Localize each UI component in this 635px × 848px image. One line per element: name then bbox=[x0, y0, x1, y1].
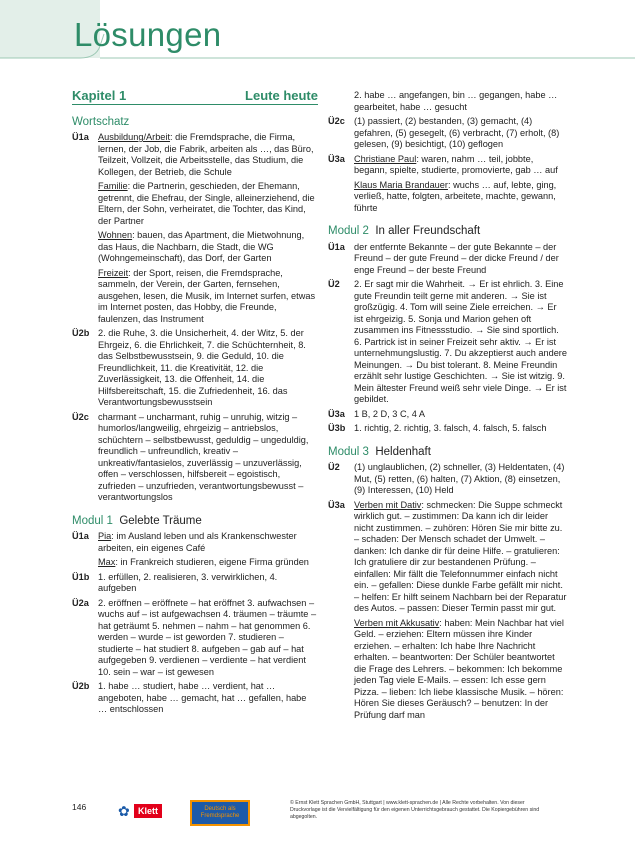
exercise-number: Ü1a bbox=[72, 132, 89, 142]
exercise-row bbox=[328, 462, 568, 497]
exercise-text: : waren, nahm … teil, jobbte, begann, spielte, studierte, promovierte, gab … auf bbox=[354, 153, 558, 175]
chapter-bar bbox=[72, 90, 318, 105]
modul-title: In aller Freundschaft bbox=[375, 225, 481, 237]
page-title: Lösungen bbox=[74, 16, 222, 53]
exercise-row bbox=[72, 531, 318, 554]
exercise-number: Ü2c bbox=[328, 116, 345, 126]
modul-number: Modul 3 bbox=[328, 445, 369, 458]
exercise-text: 1 B, 2 D, 3 C, 4 A bbox=[354, 408, 425, 419]
exercise-text: : in Frankreich studieren, eigene Firma gründen bbox=[115, 557, 309, 567]
exercise-text: 1. habe … studiert, habe … verdient, hat … angeboten, habe … gemacht, hat … gefallen, habe … entschlossen bbox=[98, 681, 307, 714]
exercise-text: : die Partnerin, geschieden, der Ehemann, getrennt, die Ehefrau, der Single, alleinerziehend, die Eltern, der Sohn, verheiratet, die Tochter, das Kind, der Partner bbox=[98, 181, 315, 226]
exercise-row bbox=[328, 409, 568, 421]
category-label: Verben mit Akkusativ bbox=[354, 617, 440, 628]
exercise-text: : wuchs … auf, lebte, ging, verließ, hatte, folgten, arbeitete, machte, gewann, führte bbox=[354, 179, 557, 213]
person-label: Pia bbox=[98, 531, 112, 541]
exercise-continuation bbox=[98, 557, 318, 569]
klett-mark-icon: ✿ bbox=[118, 803, 130, 819]
modul-title: Gelebte Träume bbox=[119, 514, 202, 527]
exercise-text: 1. erfüllen, 2. realisieren, 3. verwirklichen, 4. aufgeben bbox=[98, 571, 278, 593]
modul-number: Modul 2 bbox=[328, 225, 369, 237]
exercise-number: Ü2a bbox=[72, 597, 89, 608]
modul-heading bbox=[328, 226, 568, 238]
exercise-row bbox=[328, 500, 568, 615]
exercise-continuation bbox=[98, 268, 318, 326]
exercise-number: Ü1a bbox=[328, 241, 345, 252]
exercise-text: 2. die Ruhe, 3. die Unsicherheit, 4. der Witz, 5. der Ehrgeiz, 6. die Ehrlichkeit, 7. die Schüchternheit, 8. das Selbstbewusstsein, 9. die Geduld, 10. die Freundlichkeit, 11. die Kreativität, 12. die Zuverlässigkeit, 13. die Offenheit, 14. die Hilfsbereitschaft, 15. die Zufriedenheit, 16. das Verantwortungsbewusstsein bbox=[98, 328, 306, 407]
left-column bbox=[72, 90, 318, 719]
right-column bbox=[328, 90, 568, 724]
exercise-text: (1) passiert, (2) bestanden, (3) gemacht, (4) gefahren, (5) gesegelt, (6) verbracht, (7) erholt, (8) gelesen, (9) besichtigt, (10) geflogen bbox=[354, 116, 560, 149]
exercise-number: Ü3a bbox=[328, 499, 345, 510]
category-label: Verben mit Dativ bbox=[354, 499, 422, 510]
exercise-text: : schmecken: Die Suppe schmeckt wirklich gut. – zustimmen: Da kann ich dir leider nicht zustimmen. – zuhören: Hören Sie mir bitte zu. – schaden: Der Mensch schadet der Umwelt. – danken: Ich danke dir für deine Hilfe. – gratulieren: Ich gratuliere dir zur bestandenen Prüfung. – einfallen: Mir fällt die Telefonnummer einfach nicht ein. – gefallen: Diese dunkle Farbe gefällt mir nicht. – helfen: Er hilft seinem Nachbarn bei der Reparatur des Autos. – passen: Dieser Termin passt mir gut. bbox=[354, 499, 567, 613]
exercise-row bbox=[72, 598, 318, 679]
exercise-number: Ü2c bbox=[72, 411, 89, 422]
exercise-continuation: 2. habe … angefangen, bin … gegangen, habe … gearbeitet, habe … gesucht bbox=[354, 90, 558, 112]
legal-notice: © Ernst Klett Sprachen GmbH, Stuttgart | www.klett-sprachen.de | Alle Rechte vorbehalten. Von dieser Druckvorlage ist die Vervielfältigung für den eigenen Unterrichtsgebrauch gestattet. Die Kopiergebühren sind abgegolten. bbox=[290, 800, 540, 821]
klett-logo bbox=[118, 804, 162, 818]
exercise-continuation bbox=[98, 230, 318, 265]
exercise-row bbox=[328, 116, 568, 151]
exercise-number: Ü3b bbox=[328, 423, 346, 433]
exercise-number: Ü1a bbox=[72, 531, 89, 541]
exercise-text: 2. eröffnen – eröffnete – hat eröffnet 3. aufwachsen – wuchs auf – ist aufgewachsen 4. träumen – träumte – hat geträumt 5. nehmen – nahm – hat genommen 6. werden – wurde – ist geworden 7. studieren – studierte – hat studiert 8. aufgeben – gab auf – hat aufgegeben 9. verdienen – verdiente – hat verdient 10. sein – war – ist gewesen bbox=[98, 597, 317, 677]
exercise-number: Ü1b bbox=[72, 571, 90, 582]
exercise-row bbox=[72, 412, 318, 504]
exercise-continuation bbox=[354, 618, 568, 722]
exercise-text: der entfernte Bekannte – der gute Bekannte – der Freund – der gute Freund – der dicke Freund / der enge Freund – der beste Freund bbox=[354, 241, 559, 275]
chapter-title: Leute heute bbox=[245, 88, 318, 103]
modul-number: Modul 1 bbox=[72, 514, 113, 527]
category-label: Familie bbox=[98, 181, 128, 191]
header-band bbox=[0, 0, 635, 62]
exercise-number: Ü2b bbox=[72, 681, 90, 691]
category-label: Freizeit bbox=[98, 267, 129, 278]
exercise-text: : die Fremdsprache, die Firma, lernen, der Job, die Fabrik, arbeiten als …, das Büro, Teilzeit, Vollzeit, die Arbeitsstelle, das Studium, die Kollegen, der Betrieb, die Schule bbox=[98, 132, 314, 177]
exercise-text: (1) unglaublichen, (2) schneller, (3) Heldentaten, (4) Mut, (5) retten, (6) halten, (7) Aktion, (8) einsetzen, (9) Interessen, (10) Held bbox=[354, 462, 565, 495]
category-label: Ausbildung/Arbeit bbox=[98, 132, 171, 142]
exercise-row bbox=[328, 423, 568, 435]
klett-wordmark: Klett bbox=[134, 804, 162, 818]
page-number: 146 bbox=[72, 802, 87, 812]
exercise-text: : bauen, das Apartment, die Mietwohnung, das Haus, die Nachbarn, die Stadt, die WG (Wohngemeinschaft), das Dorf, der Garten bbox=[98, 230, 305, 263]
exercise-row bbox=[328, 154, 568, 177]
exercise-number: Ü2 bbox=[328, 279, 340, 289]
exercise-text: charmant – uncharmant, ruhig – unruhig, witzig – humorlos/langweilig, ehrgeizig – antriebslos, schüchtern – selbstbewusst, geduldig – ungeduldig, freundlich – unfreundlich, kreativ – unkreativ/fantasielos, zuverlässig – unzuverlässig, offen – verschlossen, hilfsbereit – egoistisch, zufrieden – unzufrieden, verantwortungsbewusst – verantwortungslos bbox=[98, 411, 309, 502]
wortschatz-heading: Wortschatz bbox=[72, 115, 130, 128]
exercise-text: 1. richtig, 2. richtig, 3. falsch, 4. falsch, 5. falsch bbox=[354, 423, 547, 433]
exercise-continuation bbox=[354, 180, 568, 215]
exercise-row bbox=[328, 242, 568, 277]
exercise-text: : haben: Mein Nachbar hat viel Geld. – erziehen: Eltern müssen ihre Kinder erziehen. – erhalten: Ich habe Ihre Nachricht erhalten. – beantworten: Der Schüler beantwortet die Frage des Lehrers. – bekommen: Ich bekomme jeden Tag viele E-Mails. – essen: Ich esse gern Pizza. – lieben: Ich liebe klassische Musik. – hören: Hören Sie dieses Geräusch? – benutzen: In der Prüfung darf man bbox=[354, 617, 564, 720]
daf-logo bbox=[190, 800, 250, 826]
exercise-number: Ü2 bbox=[328, 462, 340, 472]
person-label: Christiane Paul bbox=[354, 153, 417, 164]
exercise-number: Ü3a bbox=[328, 408, 345, 419]
exercise-text: : der Sport, reisen, die Fremdsprache, sammeln, der Verein, der Garten, fernsehen, ausgehen, lesen, die Musik, im Internet surfen, etwas im Internet posten, das Hobby, die Freunde, faulenzen, das Instrument bbox=[98, 267, 316, 324]
exercise-number: Ü2b bbox=[72, 328, 90, 338]
modul-heading bbox=[328, 447, 568, 459]
exercise-row bbox=[72, 328, 318, 409]
exercise-row bbox=[72, 572, 318, 595]
exercise-row bbox=[72, 132, 318, 178]
exercise-continuation bbox=[98, 181, 318, 227]
exercise-text: : im Ausland leben und als Krankenschwester arbeiten, ein eigenes Café bbox=[98, 531, 297, 553]
modul-title: Heldenhaft bbox=[375, 445, 431, 458]
modul-heading bbox=[72, 516, 318, 528]
person-label: Klaus Maria Brandauer bbox=[354, 179, 448, 190]
exercise-row bbox=[328, 279, 568, 406]
daf-logo-text: Deutsch als Fremdsprache bbox=[192, 802, 248, 824]
exercise-number: Ü3a bbox=[328, 153, 345, 164]
person-label: Max bbox=[98, 557, 116, 567]
category-label: Wohnen bbox=[98, 230, 133, 240]
exercise-text: 2. Er sagt mir die Wahrheit. → Er ist ehrlich. 3. Eine gute Freundin teilt gerne mit anderen. → Sie ist großzügig. 4. Tom will seine Ziele erreichen. → Er ist ehrgeizig. 5. Sonja und Marion gehen oft zusammen ins Fitnessstudio. → Sie sind sportlich. 6. Partrick ist in seiner Freizeit sehr aktiv. → Er ist unternehmungslustig. 7. Du akzeptierst auch andere Meinungen. → Du bist tolerant. 8. Meine Freundin erzählt sehr lustige Geschichten. → Sie ist witzig. 9. Mein ältester Freund weiß sehr viele Dinge. → Er ist gebildet. bbox=[354, 279, 567, 404]
exercise-row bbox=[72, 681, 318, 716]
chapter-number: Kapitel 1 bbox=[72, 88, 127, 103]
